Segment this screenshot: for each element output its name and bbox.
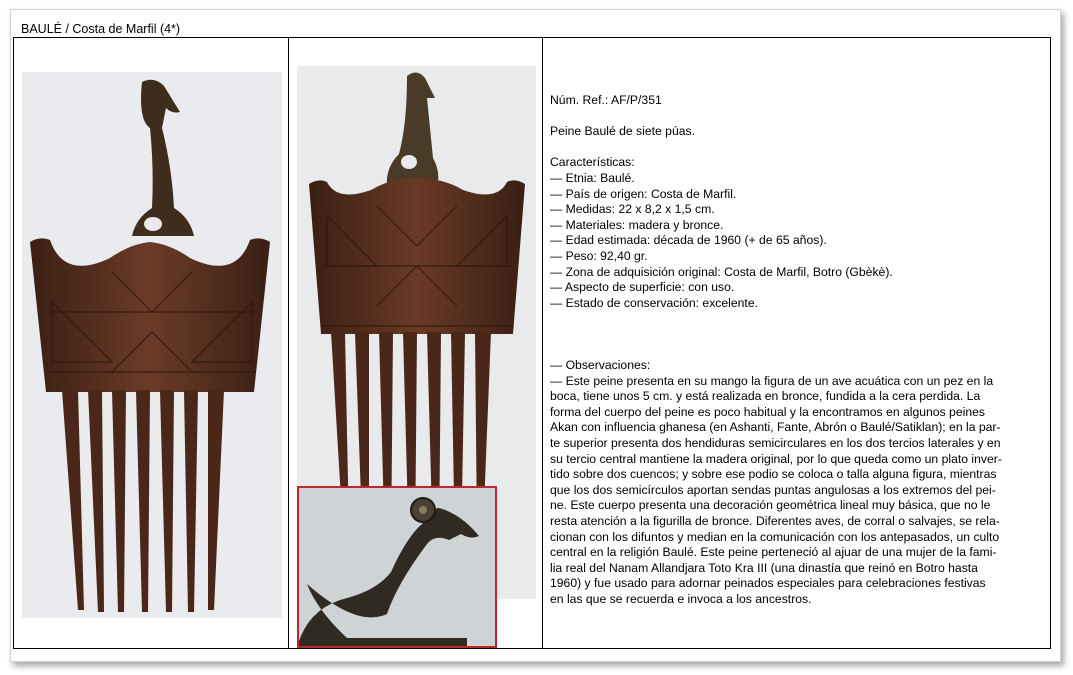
- description-text: [550, 93, 1040, 608]
- features-heading: Características:: [550, 155, 635, 170]
- reference-number: Núm. Ref.: AF/P/351: [550, 93, 662, 107]
- feature-item: — Peso: 92,40 gr.: [550, 248, 648, 263]
- catalog-table: [13, 37, 1051, 649]
- observations-line: forma del cuerpo del peine es poco habitual y la encontramos en algunos peines: [550, 404, 985, 419]
- observations-line: central en la religión Baulé. Este peine perteneció al ajuar de una mujer de la fami-: [550, 545, 997, 560]
- feature-item: — Zona de adquisición original: Costa de Marfil, Botro (Gbèkè).: [550, 264, 893, 279]
- comb-front-photo: [22, 72, 282, 618]
- feature-item: — Materiales: madera y bronce.: [550, 217, 724, 232]
- observations-line: tido sobre dos cuencos; y sobre ese podio se coloca o talla alguna figura, mientras: [550, 467, 997, 482]
- observations-line: resta atención a la figurilla de bronce. Diferentes aves, de corral o salvajes, se rela-: [550, 514, 1000, 529]
- description-cell: [543, 38, 1050, 648]
- observations-line: Akan con influencia ghanesa (en Ashanti, Fante, Abrón o Baulé/Satiklan); en la par-: [550, 420, 1001, 435]
- observations-line: boca, tiene unos 5 cm. y está realizada en bronce, fundida a la cera perdida. La: [550, 389, 981, 404]
- observations-line: cionan con los difuntos y median en la comunicación con los antepasados, un culto: [550, 529, 1000, 544]
- observations-line: te superior presenta dos hendiduras semicirculares en los dos tercios laterales y en: [550, 436, 1001, 451]
- document-title: BAULÉ / Costa de Marfil (4*): [21, 22, 181, 36]
- observations-line: en las que se recuerda e invoca a los ancestros.: [550, 592, 812, 607]
- feature-item: — Etnia: Baulé.: [550, 170, 635, 185]
- front-photo-cell: [14, 38, 289, 648]
- back-photo-cell: [289, 38, 543, 648]
- summary-line: Peine Baulé de siete púas.: [550, 124, 696, 139]
- observations-line: lia real del Nanam Allandjara Toto Kra III (una dinastía que reinó en Botro hasta: [550, 560, 978, 575]
- feature-item: — Estado de conservación: excelente.: [550, 295, 758, 310]
- bird-detail-photo: [297, 486, 497, 648]
- feature-item: — Edad estimada: década de 1960 (+ de 65 años).: [550, 233, 827, 248]
- feature-item: — País de origen: Costa de Marfil.: [550, 186, 737, 201]
- observations-heading: — Observaciones:: [550, 358, 651, 373]
- observations-line: que los dos semicírculos aportan sendas puntas angulosas a los extremos del pei-: [550, 482, 996, 497]
- observations-line: ne. Este cuerpo presenta una decoración geométrica lineal muy básica, que no le: [550, 498, 991, 513]
- document-sheet: [10, 9, 1061, 662]
- feature-item: — Medidas: 22 x 8,2 x 1,5 cm.: [550, 202, 715, 217]
- feature-item: — Aspecto de superficie: con uso.: [550, 280, 735, 295]
- observations-line: su tercio central mantiene la madera original, por lo que queda como un plato inver-: [550, 451, 1002, 466]
- observations-line: 1960) y fue usado para adornar peinados especiales para celebraciones festivas: [550, 576, 986, 591]
- observations-line: — Este peine presenta en su mango la figura de un ave acuática con un pez en la: [550, 373, 994, 388]
